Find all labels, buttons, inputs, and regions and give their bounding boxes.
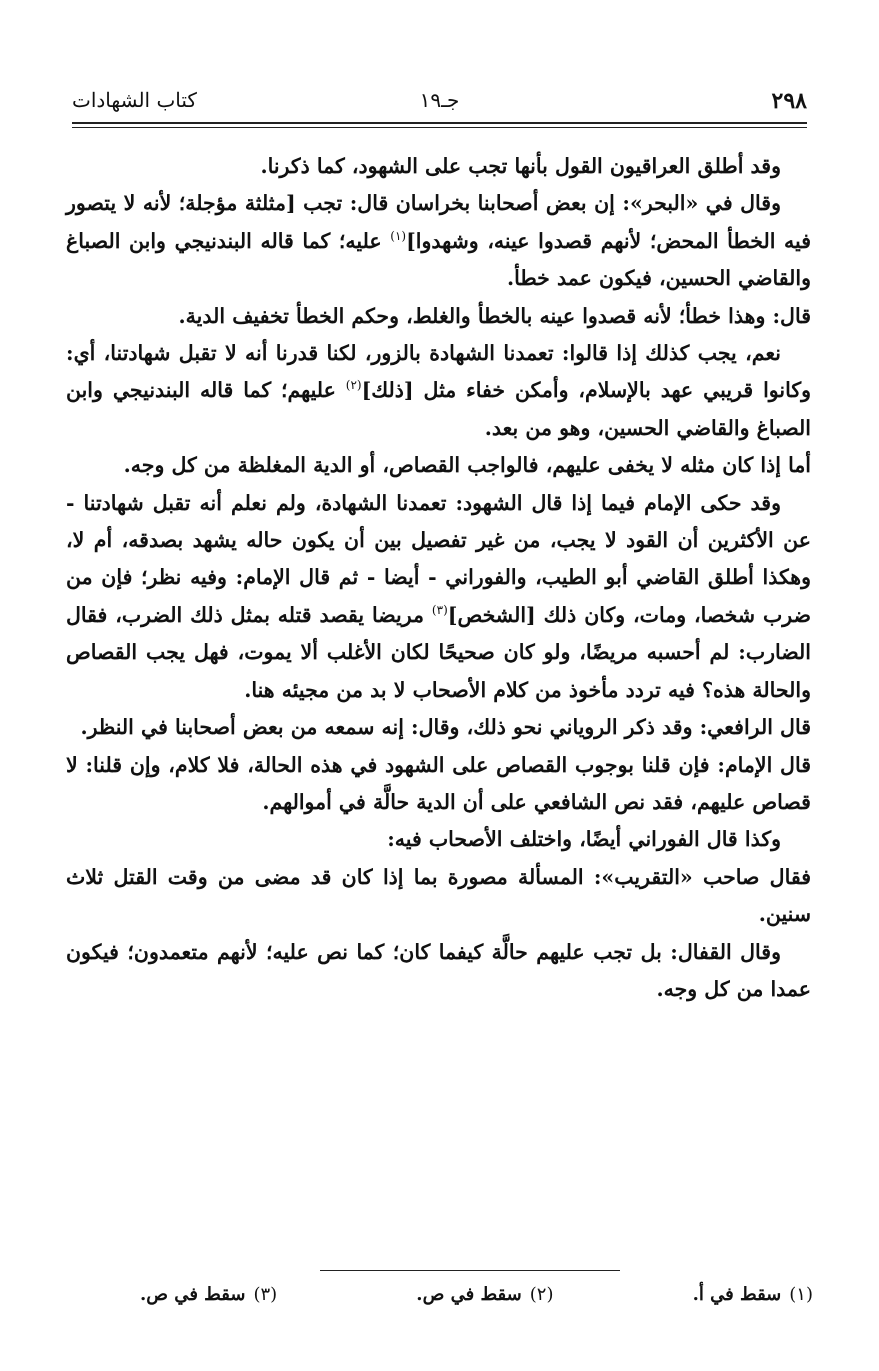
paragraph [66,447,811,484]
footnote-text: سقط في ص. [416,1284,522,1305]
paragraph-text: وقد حكى الإمام فيما إذا قال الشهود: تعمدنا الشهادة، ولم نعلم أنه تقبل شهادتنا - عن الأكثرين أن القود لا يجب، من غير تفصيل بين أن يكون حاله يشهد بصدقه، أم لا، وهكذا أطلق القاضي أبو الطيب، والفوراني - أيضا - ثم قال الإمام: وفيه نظر؛ فإن من ضرب شخصا، ومات، وكان ذلك [الشخص] [66,490,811,627]
paragraph [66,148,811,185]
footnote-text: سقط في أ. [692,1284,782,1305]
footnote-marker[interactable]: (٢) [345,378,362,393]
running-header [72,84,807,120]
paragraph-text-continued: عليه؛ كما قاله البندنيجي وابن الصباغ والقاضي الحسين، فيكون عمد خطأ. [66,228,811,291]
paragraph [66,298,811,335]
volume-number: جـ١٩ [419,88,460,112]
page-number: ٢٩٨ [771,88,807,114]
footnote-separator [320,1270,620,1271]
paragraph-text: فقال صاحب «التقريب»: المسألة مصورة بما إذا كان قد مضى من وقت القتل ثلاث سنين. [66,864,811,927]
header-rule-thick [72,122,807,124]
paragraph [66,821,811,858]
footnote-marker[interactable]: (١) [390,228,407,243]
paragraph [66,934,811,1009]
main-text [66,148,811,1008]
header-rule-thin [72,127,807,128]
footnote [693,1284,813,1305]
footnote-text: سقط في ص. [140,1284,246,1305]
footnote-marker[interactable]: (٣) [431,603,448,618]
paragraph-text-continued: مريضا يقصد قتله بمثل ذلك الضرب، فقال الضارب: لم أحسبه مريضًا، ولو كان صحيحًا لكان الأغلب ألا يموت، فهل يجب القصاص والحالة هذه؟ فيه تردد مأخوذ من كلام الأصحاب لا بد من مجيئه هنا. [66,602,811,702]
footnote-number: (٢) [529,1284,554,1305]
paragraph [66,709,811,746]
paragraph-text: وقال في «البحر»: إن بعض أصحابنا بخراسان قال: تجب [مثلثة مؤجلة؛ لأنه لا يتصور فيه الخطأ المحض؛ لأنهم قصدوا عينه، وشهدوا] [66,191,812,253]
paragraph [66,747,811,822]
paragraph-text: أما إذا كان مثله لا يخفى عليهم، فالواجب القصاص، أو الدية المغلظة من كل وجه. [123,453,811,478]
paragraph [66,859,811,934]
book-title: كتاب الشهادات [72,88,197,112]
footnote-number: (١) [789,1284,813,1305]
paragraph [66,185,811,297]
paragraph-text: قال: وهذا خطأ؛ لأنه قصدوا عينه بالخطأ والغلط، وحكم الخطأ تخفيف الدية. [178,303,811,328]
paragraph-text: قال الرافعي: وقد ذكر الروياني نحو ذلك، وقال: إنه سمعه من بعض أصحابنا في النظر. [80,715,811,740]
footnote-number: (٣) [253,1284,278,1305]
footnote [140,1284,277,1305]
footnote [416,1284,553,1305]
paragraph-text: وكذا قال الفوراني أيضًا، واختلف الأصحاب فيه: [387,827,781,852]
paragraph [66,485,811,709]
paragraph-text: وقال القفال: بل تجب عليهم حالَّة كيفما كان؛ كما نص عليه؛ لأنهم متعمدون؛ فيكون عمدا من كل وجه. [66,939,811,1001]
paragraph-text: نعم، يجب كذلك إذا قالوا: تعمدنا الشهادة بالزور، لكنا قدرنا أنه لا تقبل شهادتنا، أي: وكانوا قريبي عهد بالإسلام، وأمكن خفاء مثل [ذلك] [66,341,811,403]
paragraph-text-continued: عليهم؛ كما قاله البندنيجي وابن الصباغ والقاضي الحسين، وهو من بعد. [66,378,811,440]
paragraph-text: وقد أطلق العراقيون القول بأنها تجب على الشهود، كما ذكرنا. [260,154,781,178]
paragraph [66,335,811,447]
paragraph-text: قال الإمام: فإن قلنا بوجوب القصاص على الشهود في هذه الحالة، فلا كلام، وإن قلنا: لا قصاص عليهم، فقد نص الشافعي على أن الدية حالَّة في أموالهم. [66,752,811,814]
footnotes [140,1284,813,1305]
